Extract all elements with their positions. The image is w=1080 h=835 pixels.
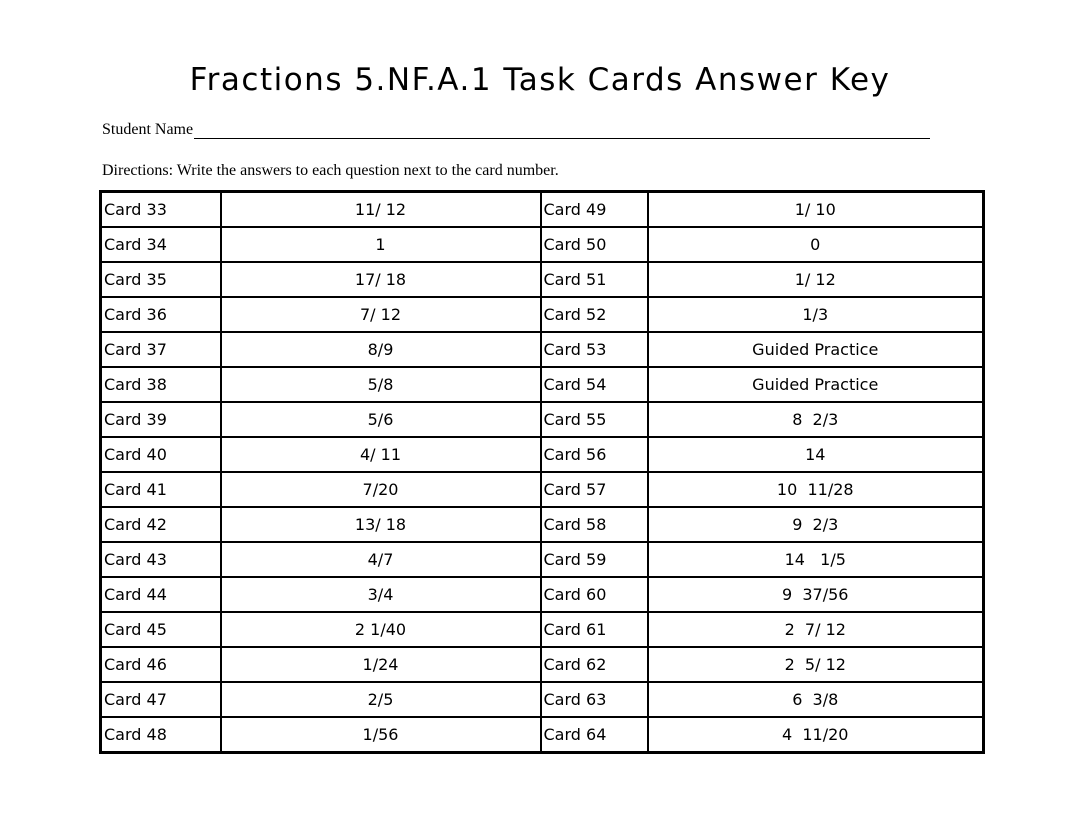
card-label: Card 56	[541, 437, 648, 472]
card-label: Card 57	[541, 472, 648, 507]
student-name-label: Student Name	[102, 121, 194, 138]
table-row	[101, 612, 984, 647]
answer-cell: 7/ 12	[221, 297, 541, 332]
table-row	[101, 682, 984, 717]
answer-cell: 3/4	[221, 577, 541, 612]
answer-cell: 4 11/20	[648, 717, 984, 753]
card-label: Card 63	[541, 682, 648, 717]
answer-key-table	[99, 190, 985, 754]
answer-key-rows	[101, 192, 984, 753]
page-title: Fractions 5.NF.A.1 Task Cards Answer Key	[189, 62, 891, 98]
table-row	[101, 647, 984, 682]
card-label: Card 61	[541, 612, 648, 647]
card-label: Card 48	[101, 717, 221, 753]
table-row	[101, 297, 984, 332]
answer-cell: 0	[648, 227, 984, 262]
student-name-blank	[194, 122, 930, 139]
answer-cell: 14 1/5	[648, 542, 984, 577]
card-label: Card 58	[541, 507, 648, 542]
table-row	[101, 472, 984, 507]
answer-cell: 2/5	[221, 682, 541, 717]
answer-cell: 8 2/3	[648, 402, 984, 437]
card-label: Card 38	[101, 367, 221, 402]
answer-cell: 2 5/ 12	[648, 647, 984, 682]
answer-cell: 10 11/28	[648, 472, 984, 507]
answer-cell: 6 3/8	[648, 682, 984, 717]
card-label: Card 34	[101, 227, 221, 262]
answer-cell: 1	[221, 227, 541, 262]
card-label: Card 44	[101, 577, 221, 612]
card-label: Card 39	[101, 402, 221, 437]
answer-cell: 5/8	[221, 367, 541, 402]
card-label: Card 52	[541, 297, 648, 332]
card-label: Card 55	[541, 402, 648, 437]
answer-cell: 7/20	[221, 472, 541, 507]
card-label: Card 64	[541, 717, 648, 753]
answer-cell: 2 1/40	[221, 612, 541, 647]
table-row	[101, 367, 984, 402]
card-label: Card 49	[541, 192, 648, 228]
directions-text: Directions: Write the answers to each question next to the card number.	[102, 162, 559, 179]
card-label: Card 51	[541, 262, 648, 297]
answer-cell: 1/ 12	[648, 262, 984, 297]
card-label: Card 50	[541, 227, 648, 262]
answer-cell: 9 2/3	[648, 507, 984, 542]
card-label: Card 41	[101, 472, 221, 507]
answer-cell: 11/ 12	[221, 192, 541, 228]
card-label: Card 42	[101, 507, 221, 542]
table-row	[101, 402, 984, 437]
answer-cell: 13/ 18	[221, 507, 541, 542]
answer-cell: 5/6	[221, 402, 541, 437]
card-label: Card 35	[101, 262, 221, 297]
card-label: Card 36	[101, 297, 221, 332]
card-label: Card 37	[101, 332, 221, 367]
table-row	[101, 332, 984, 367]
answer-cell: 17/ 18	[221, 262, 541, 297]
card-label: Card 54	[541, 367, 648, 402]
table-row	[101, 542, 984, 577]
student-name-line	[102, 121, 930, 139]
card-label: Card 53	[541, 332, 648, 367]
answer-cell: 14	[648, 437, 984, 472]
answer-cell: Guided Practice	[648, 367, 984, 402]
answer-cell: 1/56	[221, 717, 541, 753]
card-label: Card 46	[101, 647, 221, 682]
card-label: Card 43	[101, 542, 221, 577]
table-row	[101, 227, 984, 262]
answer-cell: 1/ 10	[648, 192, 984, 228]
table-row	[101, 262, 984, 297]
card-label: Card 33	[101, 192, 221, 228]
answer-cell: 1/24	[221, 647, 541, 682]
table-row	[101, 577, 984, 612]
table-row	[101, 717, 984, 753]
answer-cell: 2 7/ 12	[648, 612, 984, 647]
card-label: Card 47	[101, 682, 221, 717]
card-label: Card 45	[101, 612, 221, 647]
answer-cell: 4/ 11	[221, 437, 541, 472]
table-row	[101, 192, 984, 228]
card-label: Card 59	[541, 542, 648, 577]
answer-cell: 1/3	[648, 297, 984, 332]
table-row	[101, 437, 984, 472]
answer-cell: 4/7	[221, 542, 541, 577]
table-row	[101, 507, 984, 542]
card-label: Card 40	[101, 437, 221, 472]
answer-cell: Guided Practice	[648, 332, 984, 367]
card-label: Card 62	[541, 647, 648, 682]
answer-cell: 8/9	[221, 332, 541, 367]
answer-cell: 9 37/56	[648, 577, 984, 612]
card-label: Card 60	[541, 577, 648, 612]
